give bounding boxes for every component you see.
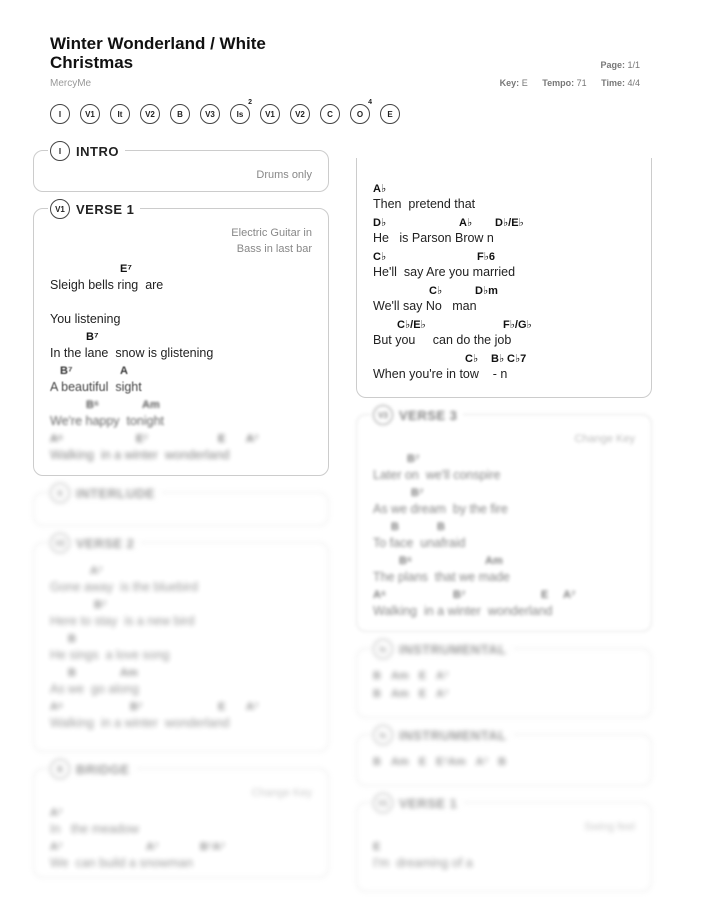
chord-symbol: B⁶ bbox=[399, 555, 413, 567]
chord-symbol: A⁷ bbox=[436, 688, 449, 700]
lyric-text: I'm dreaming of a bbox=[373, 856, 473, 870]
lyric-text: Gone away is the bluebird bbox=[50, 580, 199, 594]
lyric-text: Then pretend that bbox=[373, 197, 476, 211]
lyric-text: In the lane snow is glistening bbox=[50, 346, 214, 360]
chord-symbol: Am bbox=[390, 670, 409, 682]
chord-row bbox=[373, 753, 635, 771]
chord-symbol: C♭ bbox=[465, 353, 479, 365]
chord-row bbox=[373, 685, 635, 703]
lyric-line bbox=[373, 182, 635, 212]
song-meta bbox=[500, 78, 640, 88]
nav-item-o-10[interactable]: O 4 bbox=[350, 104, 370, 124]
chord-symbol: B♭ bbox=[491, 353, 505, 365]
lyric-text: To face unafraid bbox=[373, 536, 466, 550]
chord-symbol: C♭ bbox=[429, 285, 443, 297]
chord-symbol: A⁷ bbox=[50, 807, 63, 819]
key-label: Key: bbox=[499, 78, 520, 88]
song-title: Winter Wonderland / White Christmas bbox=[50, 34, 266, 72]
chord-symbol: B⁷ bbox=[130, 701, 143, 713]
chord-symbol: Am bbox=[485, 555, 503, 567]
lyric-line bbox=[373, 521, 635, 551]
chord-symbol: E bbox=[218, 701, 226, 713]
section-badge[interactable]: B bbox=[50, 759, 70, 779]
section-instrumental-2 bbox=[356, 727, 652, 786]
chord-symbol: B bbox=[68, 633, 76, 645]
chord-symbol: B⁷ bbox=[407, 453, 420, 465]
lyric-line bbox=[373, 216, 635, 246]
nav-item-v3-5[interactable]: V3 bbox=[200, 104, 220, 124]
section-title: INTERLUDE bbox=[76, 485, 155, 501]
chord-symbol: B bbox=[391, 521, 399, 533]
section-instrumental-1 bbox=[356, 641, 652, 718]
tempo-value: 71 bbox=[576, 78, 587, 88]
chord-symbol: B⁶ bbox=[86, 399, 100, 411]
chord-symbol: C♭/E♭ bbox=[397, 319, 426, 331]
chord-symbol: F♭6 bbox=[477, 251, 496, 263]
lyric-line bbox=[373, 352, 635, 382]
section-badge[interactable]: I bbox=[50, 141, 70, 161]
chord-symbol: C♭7 bbox=[507, 353, 527, 365]
section-verse-3 bbox=[356, 407, 652, 632]
lyric-line bbox=[50, 667, 312, 697]
chord-symbol: E bbox=[373, 841, 381, 853]
chord-symbol: A♭ bbox=[373, 183, 387, 195]
chord-symbol: B bbox=[373, 688, 381, 700]
lyric-line bbox=[50, 807, 312, 837]
tempo-label: Tempo: bbox=[542, 78, 575, 88]
lyric-text: As we go along bbox=[50, 682, 139, 696]
lyric-line bbox=[373, 318, 635, 348]
chord-symbol: A⁷ bbox=[563, 589, 576, 601]
lyric-text: He sings a love song bbox=[50, 648, 170, 662]
lyric-line bbox=[373, 487, 635, 517]
chord-symbol: B⁷ bbox=[60, 365, 73, 377]
chord-symbol: A bbox=[120, 365, 128, 377]
right-column bbox=[356, 158, 652, 908]
chord-symbol: B⁷A⁷ bbox=[200, 841, 225, 853]
lyric-text: He'll say Are you married bbox=[373, 265, 516, 279]
nav-item-it-2[interactable]: It bbox=[110, 104, 130, 124]
chord-symbol: A⁶ bbox=[50, 701, 64, 713]
lyric-line bbox=[50, 633, 312, 663]
chord-symbol: E bbox=[418, 688, 427, 700]
lyric-lines bbox=[373, 176, 635, 382]
section-title: INSTRUMENTAL bbox=[399, 641, 507, 657]
lyric-line bbox=[373, 453, 635, 483]
section-intro bbox=[33, 143, 329, 192]
nav-item-c-9[interactable]: C bbox=[320, 104, 340, 124]
chord-symbol: B bbox=[68, 667, 76, 679]
section-badge[interactable]: V1 bbox=[50, 199, 70, 219]
lyric-line bbox=[50, 701, 312, 731]
lyric-line bbox=[50, 399, 312, 429]
lyric-lines bbox=[373, 447, 635, 619]
chord-symbol: A⁷ bbox=[246, 433, 259, 445]
lyric-text: Later on we'll conspire bbox=[373, 468, 501, 482]
section-title: INSTRUMENTAL bbox=[399, 727, 507, 743]
lyric-text: You listening bbox=[50, 312, 121, 326]
section-verse-1-repeat bbox=[356, 795, 652, 892]
chord-symbol: D♭/E♭ bbox=[495, 217, 524, 229]
section-verse-1 bbox=[33, 201, 329, 476]
lyric-line bbox=[373, 589, 635, 619]
nav-item-is-6[interactable]: Is 2 bbox=[230, 104, 250, 124]
lyric-text: Walking in a winter wonderland bbox=[50, 716, 230, 730]
chord-symbol: A♭ bbox=[459, 217, 473, 229]
lyric-line bbox=[50, 365, 312, 395]
section-title: BRIDGE bbox=[76, 761, 130, 777]
section-verse-2 bbox=[33, 535, 329, 752]
chord-symbol: E bbox=[218, 433, 226, 445]
chord-symbol: E bbox=[418, 756, 427, 768]
chord-symbol: B⁷ bbox=[453, 589, 466, 601]
chord-row bbox=[373, 667, 635, 685]
chord-symbol: A⁷ bbox=[436, 670, 449, 682]
lyric-text: A beautiful sight bbox=[50, 380, 142, 394]
chord-symbol: B bbox=[373, 670, 381, 682]
lyric-line bbox=[50, 433, 312, 463]
chord-symbol: Am bbox=[390, 756, 409, 768]
section-title: INTRO bbox=[76, 143, 119, 159]
section-note: Swing feel bbox=[584, 821, 635, 833]
lyric-lines bbox=[50, 801, 312, 871]
lyric-text: But you can do the job bbox=[373, 333, 512, 347]
chord-symbol: A⁷ bbox=[146, 841, 159, 853]
section-verse-1-continued bbox=[356, 158, 652, 398]
section-title: VERSE 3 bbox=[399, 407, 458, 423]
chord-symbol: Am bbox=[142, 399, 160, 411]
chord-symbol: Am bbox=[120, 667, 138, 679]
lyric-text: We're happy tonight bbox=[50, 414, 165, 428]
nav-item-e-11[interactable]: E bbox=[380, 104, 400, 124]
chord-symbol: B⁷ bbox=[94, 599, 107, 611]
lyric-lines bbox=[373, 835, 635, 871]
chord-symbol: F♭/G♭ bbox=[503, 319, 532, 331]
chord-symbol: E bbox=[418, 670, 427, 682]
lyric-line bbox=[50, 297, 312, 327]
chord-symbol: D♭m bbox=[475, 285, 498, 297]
artist-name: MercyMe bbox=[50, 78, 92, 89]
section-badge[interactable]: V2 bbox=[50, 533, 70, 553]
lyric-text: When you're in tow - n bbox=[373, 367, 508, 381]
section-title: VERSE 2 bbox=[76, 535, 135, 551]
lyric-text: We can build a snowman bbox=[50, 856, 193, 870]
lyric-line bbox=[373, 250, 635, 280]
nav-item-i-0[interactable]: I bbox=[50, 104, 70, 124]
lyric-line bbox=[50, 331, 312, 361]
chord-symbol: E bbox=[541, 589, 549, 601]
chord-symbol: A⁷ bbox=[246, 701, 259, 713]
chord-symbol: E⁷ bbox=[120, 263, 132, 275]
section-bridge bbox=[33, 761, 329, 878]
chord-symbol: A⁶ bbox=[50, 433, 64, 445]
section-badge[interactable]: It bbox=[50, 483, 70, 503]
nav-item-v1-7[interactable]: V1 bbox=[260, 104, 280, 124]
nav-item-v2-3[interactable]: V2 bbox=[140, 104, 160, 124]
chord-symbol: Am bbox=[390, 688, 409, 700]
lyric-text: Sleigh bells ring are bbox=[50, 278, 164, 292]
chord-symbol: A⁷ bbox=[50, 841, 63, 853]
lyric-line bbox=[50, 565, 312, 595]
chord-symbol: E⁷ bbox=[136, 433, 148, 445]
lyric-line bbox=[50, 599, 312, 629]
section-interlude bbox=[33, 485, 329, 526]
chord-symbol: E⁷Am bbox=[436, 756, 466, 768]
chord-symbol: B⁷ bbox=[411, 487, 424, 499]
chord-symbol: B bbox=[437, 521, 445, 533]
nav-item-v1-1[interactable]: V1 bbox=[80, 104, 100, 124]
lyric-lines bbox=[50, 543, 312, 731]
lyric-text: He is Parson Brow n bbox=[373, 231, 494, 245]
lyric-line bbox=[50, 263, 312, 293]
lyric-text: In the meadow bbox=[50, 822, 139, 836]
lyric-lines bbox=[50, 257, 312, 463]
lyric-line bbox=[373, 555, 635, 585]
time-label: Time: bbox=[601, 78, 625, 88]
lyric-text: We'll say No man bbox=[373, 299, 477, 313]
nav-item-v2-8[interactable]: V2 bbox=[290, 104, 310, 124]
section-badge[interactable]: V3 bbox=[373, 405, 393, 425]
lyric-line bbox=[50, 841, 312, 871]
lyric-text: Walking in a winter wonderland bbox=[373, 604, 553, 618]
lyric-line bbox=[373, 284, 635, 314]
section-navigation bbox=[50, 99, 400, 124]
section-badge[interactable]: Is bbox=[373, 725, 393, 745]
section-note: Change Key bbox=[251, 787, 312, 799]
section-title: VERSE 1 bbox=[399, 795, 458, 811]
section-note: Change Key bbox=[574, 433, 635, 445]
lyric-text: The plans that we made bbox=[373, 570, 510, 584]
lyric-text: As we dream by the fire bbox=[373, 502, 508, 516]
section-title: VERSE 1 bbox=[76, 201, 135, 217]
chord-symbol: A⁷ bbox=[475, 756, 489, 768]
chord-symbol: B⁷ bbox=[86, 331, 99, 343]
time-value: 4/4 bbox=[627, 78, 640, 88]
section-note: Electric Guitar in Bass in last bar bbox=[231, 227, 312, 255]
page-indicator: Page: 1/1 bbox=[600, 60, 640, 70]
section-badge[interactable]: Is bbox=[373, 639, 393, 659]
left-column bbox=[33, 143, 329, 894]
lyric-text: Here to stay is a new bird bbox=[50, 614, 195, 628]
lyric-line bbox=[373, 841, 635, 871]
chord-symbol: A⁷ bbox=[90, 565, 103, 577]
nav-item-b-4[interactable]: B bbox=[170, 104, 190, 124]
section-note: Drums only bbox=[256, 169, 312, 181]
chord-symbol: B bbox=[498, 756, 507, 768]
lyric-text: Walking in a winter wonderland bbox=[50, 448, 230, 462]
section-badge[interactable]: V1 bbox=[373, 793, 393, 813]
chord-symbol: D♭ bbox=[373, 217, 387, 229]
key-value: E bbox=[521, 78, 528, 88]
chord-symbol: B bbox=[373, 756, 381, 768]
chord-symbol: C♭ bbox=[373, 251, 387, 263]
chord-symbol: A⁶ bbox=[373, 589, 387, 601]
